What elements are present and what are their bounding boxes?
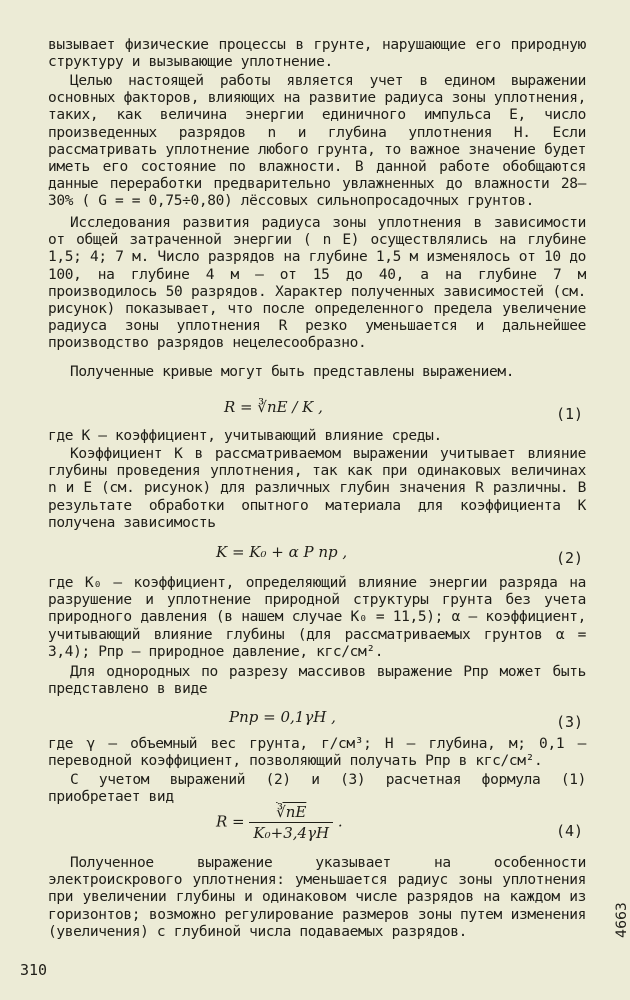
equation-4-fraction [249,803,333,842]
paragraph-7: где K₀ – коэффициент, определяющий влияние энергии разряда на разрушение и уплотнение природной структуры грунта без учета природного давления (в нашем случае K₀ = 11,5); α – коэффициент, учитывающий влияние глубины (для рассматриваемых грунтов α = 3,4); Pпр – природное давление, кгс/см². [48,575,586,660]
paragraph-5: где K – коэффициент, учитывающий влияние среды. [48,428,442,444]
paragraph-11: Полученное выражение указывает на особенности электроискрового уплотнения: уменьшается радиус зоны уплотнения при увеличении глубины и одинаковом числе разрядов на каждом из горизонтов; возможно регулирование размеров зоны путем изменения (увеличения) с глубиной числа подаваемых разрядов. [48,855,586,940]
paragraph-3: Исследования развития радиуса зоны уплотнения в зависимости от общей затраченной энергии ( n Е) осуществлялись на глубине 1,5; 4; 7 м. Число разрядов на глубине 1,5 м изменялось от 10 до 100, на глубине 4 м – от 15 до 40, а на глубине 7 м производилось 50 разрядов. Характер полученных зависимостей (см. рисунок) показывает, что после определенного предела увеличение радиуса зоны уплотнения R резко уменьшается и дальнейшее производство разрядов нецелесообразно. [48,215,586,352]
equation-1-number: (1) [556,405,584,423]
paragraph-2: Целью настоящей работы является учет в едином выражении основных факторов, влияющих на развитие радиуса зоны уплотнения, таких, как величина энергии единичного импульса Е, число произведенных разрядов n и глубина уплотнения Н. Если рассматривать уплотнение любого грунта, то важное значение будет иметь его состояние по влажности. В данной работе обобщаются данные переработки предварительно увлажненных до влажности 28–30% ( G = = 0,75÷0,80) лёссовых сильнопросадочных грунтов. [48,73,586,210]
equation-4-lhs: R = [216,812,245,831]
paragraph-1: вызывает физические процессы в грунте, нарушающие его природную структуру и вызывающие уплотнение. [48,37,586,71]
equation-2-number: (2) [556,549,584,567]
page-number: 310 [20,961,48,979]
equation-4-denominator: K₀+3,4γH [253,824,330,842]
equation-4-number: (4) [556,822,584,840]
paragraph-10: С учетом выражений (2) и (3) расчетная формула (1) приобретает вид [48,772,586,806]
side-stamp-number: 4663 [613,902,630,938]
paragraph-9: где γ – объемный вес грунта, г/см³; H – глубина, м; 0,1 – переводной коэффициент, позволяющий получать Pпр в кгс/см². [48,736,586,770]
equation-4-tail: . [337,812,343,831]
paragraph-6: Коэффициент K в рассматриваемом выражении учитывает влияние глубины проведения уплотнения, так как при одинаковых величинах n и E (см. рисунок) для различных глубин значения R различны. В результате обработки опытного материала для коэффициента K получена зависимость [48,446,586,531]
equation-3: Pпр = 0,1γH , [229,708,336,726]
equation-4-numerator: ∛nE [249,803,333,823]
paragraph-8: Для однородных по разрезу массивов выражение Pпр может быть представлено в виде [48,664,586,698]
equation-1: R = ∛nE / K , [224,398,323,416]
equation-4 [216,803,343,842]
equation-2: K = K₀ + α P пр , [216,543,348,561]
equation-3-number: (3) [556,713,584,731]
paragraph-4: Полученные кривые могут быть представлены выражением. [70,364,515,380]
